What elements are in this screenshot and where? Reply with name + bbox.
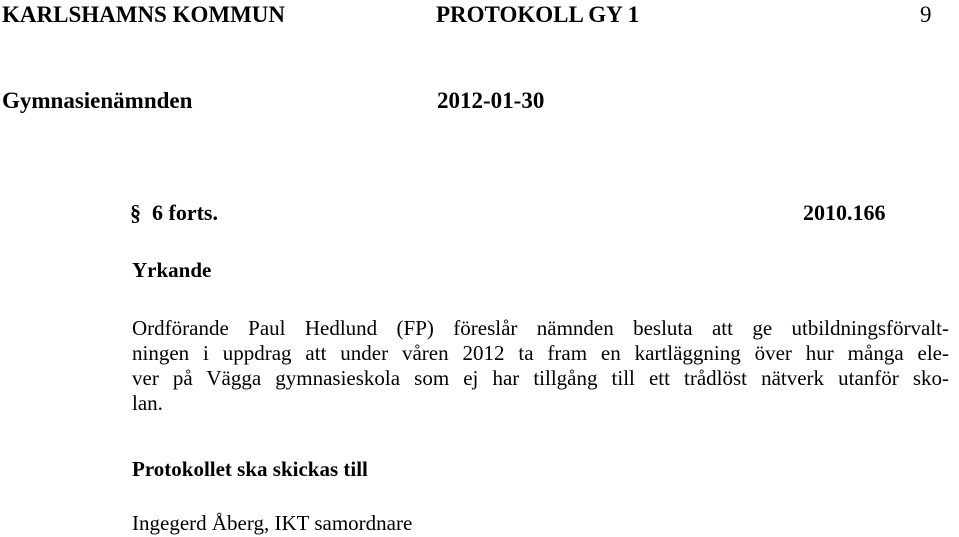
yrkande-heading: Yrkande [132,258,212,282]
organization-name: KARLSHAMNS KOMMUN [2,2,286,27]
recipient: Ingegerd Åberg, IKT samordnare [132,511,413,535]
paragraph-line: lan. [132,391,163,415]
paragraph-line: ningen i uppdrag att under våren 2012 ta fram en kartläggning över hur många ele- [132,341,949,365]
page-number: 9 [920,2,932,27]
document-type: PROTOKOLL GY 1 [436,2,640,27]
paragraph-line: Ordförande Paul Hedlund (FP) föreslår nämnden besluta att ge utbildningsförvalt- [132,316,949,340]
committee-name: Gymnasienämnden [2,88,193,113]
yrkande-paragraph [132,316,949,416]
distribution-heading: Protokollet ska skickas till [132,457,368,481]
meeting-date: 2012-01-30 [437,88,545,113]
case-number: 2010.166 [803,200,886,225]
paragraph-line: ver på Vägga gymnasieskola som ej har tillgång till ett trådlöst nätverk utanför sko- [132,366,949,390]
section-label: 6 forts. [152,200,218,225]
section-symbol: § [130,200,141,225]
